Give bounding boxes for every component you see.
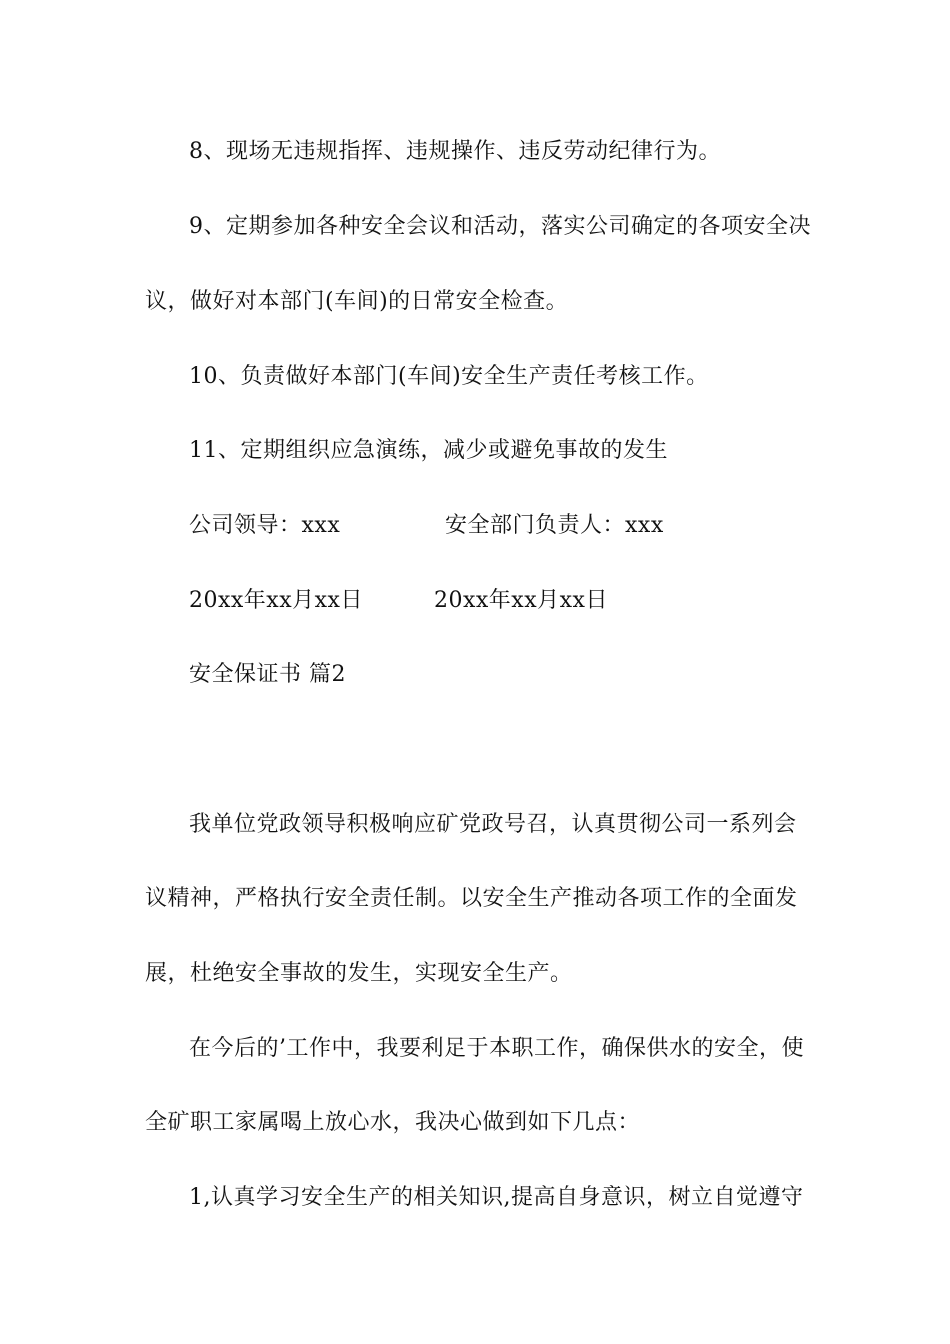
signature-safety-head: 安全部门负责人：xxx bbox=[445, 513, 664, 538]
paragraph-line: 9、定期参加各种安全会议和活动，落实公司确定的各项安全决 bbox=[189, 214, 811, 239]
section-title: 安全保证书 篇2 bbox=[189, 662, 346, 687]
paragraph-line: 展，杜绝安全事故的发生，实现安全生产。 bbox=[145, 961, 573, 986]
paragraph-line: 全矿职工家属喝上放心水，我决心做到如下几点： bbox=[145, 1110, 641, 1135]
signature-date-right: 20xx年xx月xx日 bbox=[434, 588, 608, 613]
paragraph-line: 10、负责做好本部门(车间)安全生产责任考核工作。 bbox=[189, 364, 709, 389]
paragraph-line: 议，做好对本部门(车间)的日常安全检查。 bbox=[145, 289, 569, 314]
paragraph-line: 议精神，严格执行安全责任制。以安全生产推动各项工作的全面发 bbox=[145, 886, 798, 911]
signature-date-left: 20xx年xx月xx日 bbox=[189, 588, 363, 613]
signature-company-leader: 公司领导：xxx bbox=[189, 513, 341, 538]
paragraph-line: 8、现场无违规指挥、违规操作、违反劳动纪律行为。 bbox=[189, 139, 721, 164]
paragraph-line: 在今后的’工作中，我要利足于本职工作，确保供水的安全，使 bbox=[189, 1036, 804, 1061]
paragraph-line: 1,认真学习安全生产的相关知识,提高自身意识，树立自觉遵守 bbox=[189, 1185, 804, 1210]
paragraph-line: 11、定期组织应急演练，减少或避免事故的发生 bbox=[189, 438, 668, 463]
paragraph-line: 我单位党政领导积极响应矿党政号召，认真贯彻公司一系列会 bbox=[189, 812, 797, 837]
